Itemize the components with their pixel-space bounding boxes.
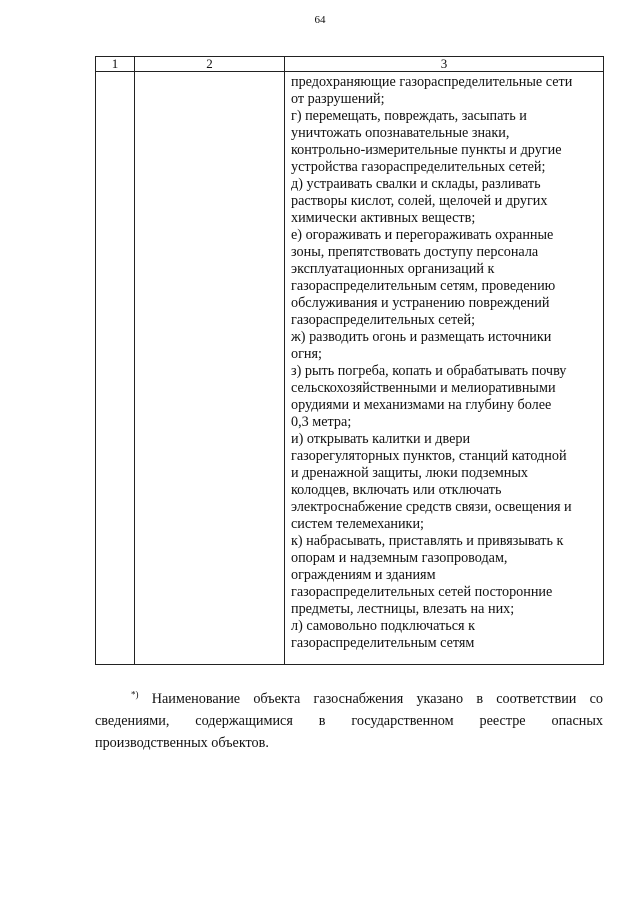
- text-line: устройства газораспределительных сетей;: [291, 159, 546, 175]
- text-line: предметы, лестницы, влезать на них;: [291, 601, 515, 617]
- text-line: сельскохозяйственными и мелиоративными: [291, 380, 556, 396]
- text-line: г) перемещать, повреждать, засыпать и: [291, 108, 527, 124]
- table-row: [96, 72, 604, 665]
- text-line: газорегуляторных пунктов, станций катодной: [291, 448, 567, 464]
- table-cell-col2: [135, 72, 285, 665]
- text-line: эксплуатационных организаций к: [291, 261, 495, 277]
- text-line: от разрушений;: [291, 91, 385, 107]
- text-line: огня;: [291, 346, 322, 362]
- table-cell-col3: [285, 72, 604, 665]
- text-line: газораспределительным сетям, проведению: [291, 278, 556, 294]
- text-line: е) огораживать и перегораживать охранные: [291, 227, 554, 243]
- page-number: 64: [314, 14, 326, 26]
- text-line: з) рыть погреба, копать и обрабатывать почву: [291, 363, 567, 379]
- text-line: и дренажной защиты, люки подземных: [291, 465, 528, 481]
- column-header-2: 2: [135, 57, 285, 72]
- text-line: систем телемеханики;: [291, 516, 424, 532]
- footnote: [95, 688, 603, 754]
- text-line: колодцев, включать или отключать: [291, 482, 502, 498]
- text-line: ж) разводить огонь и размещать источники: [291, 329, 552, 345]
- text-line: 0,3 метра;: [291, 414, 352, 430]
- text-line: растворы кислот, солей, щелочей и других: [291, 193, 548, 209]
- text-line: и) открывать калитки и двери: [291, 431, 471, 447]
- text-line: электроснабжение средств связи, освещения и: [291, 499, 572, 515]
- text-line: контрольно-измерительные пункты и другие: [291, 142, 562, 158]
- column-header-1: 1: [96, 57, 135, 72]
- footnote-line-3: производственных объектов.: [95, 735, 269, 751]
- footnote-line-1: [95, 688, 603, 710]
- text-line: ограждениям и зданиям: [291, 567, 436, 583]
- table-cell-col1: [96, 72, 135, 665]
- text-line: л) самовольно подключаться к: [291, 618, 476, 634]
- restrictions-text: [285, 72, 603, 664]
- text-line: газораспределительных сетей посторонние: [291, 584, 553, 600]
- table-header-row: [96, 57, 604, 72]
- text-line: газораспределительным сетям: [291, 635, 475, 651]
- text-line: орудиями и механизмами на глубину более: [291, 397, 552, 413]
- text-line: д) устраивать свалки и склады, разливать: [291, 176, 541, 192]
- footnote-line-2: сведениями, содержащимися в государственном реестре опасных: [95, 713, 603, 729]
- text-line: зоны, препятствовать доступу персонала: [291, 244, 539, 260]
- footnote-text-1: Наименование объекта газоснабжения указано в соответствии со: [151, 691, 604, 707]
- text-line: опорам и надземным газопроводам,: [291, 550, 508, 566]
- text-line: уничтожать опознавательные знаки,: [291, 125, 510, 141]
- column-header-3: 3: [285, 57, 604, 72]
- requirements-table: [95, 56, 604, 665]
- text-line: предохраняющие газораспределительные сети: [291, 74, 573, 90]
- footnote-marker: *): [131, 689, 139, 700]
- text-line: к) набрасывать, приставлять и привязывать к: [291, 533, 564, 549]
- text-line: газораспределительных сетей;: [291, 312, 476, 328]
- text-line: обслуживания и устранению повреждений: [291, 295, 550, 311]
- text-line: химически активных веществ;: [291, 210, 476, 226]
